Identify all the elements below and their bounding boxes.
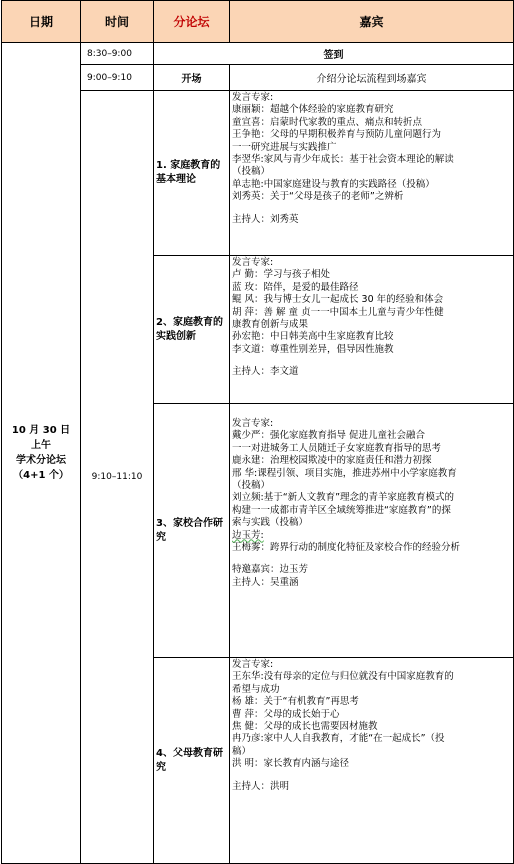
guest-line: 卢 勤：学习与孩子相处	[232, 269, 331, 281]
guest-line: 童宣喜：启蒙时代家教的重点、痛点和转折点	[232, 116, 423, 128]
date-session: 学术分论坛	[16, 455, 66, 466]
guest-line: 稿）	[232, 745, 252, 757]
guest-line: 冉乃彦:家中人人自我教育，才能“在一起成长”（投	[232, 733, 445, 745]
opening-content: 介绍分论坛流程到场嘉宾	[230, 65, 514, 91]
date-period: 上午	[31, 440, 51, 451]
guest-line: 发言专家:	[232, 418, 274, 429]
guest-line: 杨 雄：关于“有机教育”再思考	[232, 696, 359, 708]
date-line: 10 月 30 日	[11, 425, 71, 436]
guest-line: 康教育创新与成果	[232, 319, 309, 331]
signin-time: 8:30–9:00	[81, 43, 154, 65]
guest-line: 孙宏艳：中日韩美高中生家庭教育比较	[232, 331, 394, 343]
moderator: 主持人：洪明	[232, 780, 290, 792]
guest-line: 蓝 玫：陪伴，是爱的最佳路径	[232, 281, 359, 293]
guest-line: 焦 健：父母的成长也需要因材施教	[232, 721, 378, 733]
header-forum: 分论坛	[154, 1, 230, 43]
guest-line: （投稿）	[232, 480, 271, 492]
guest-line: 发言专家:	[232, 257, 274, 268]
guest-line: 洪 明：家长教育内涵与途径	[232, 758, 350, 770]
forum-title: 2、家庭教育的实践创新	[154, 256, 230, 404]
guest-line: 刘立频:基于“新人文教育”理念的青羊家庭教育模式的	[232, 492, 455, 504]
forum-guests	[230, 658, 514, 864]
guest-line: 发言专家:	[232, 659, 274, 670]
guest-line: 李翌华:家风与青少年成长：基于社会资本理论的解读	[232, 154, 454, 166]
header-time: 时间	[81, 1, 154, 43]
forum-title: 4、父母教育研究	[154, 658, 230, 864]
opening-label: 开场	[154, 65, 230, 91]
guest-line: 边玉芳:	[232, 529, 264, 541]
guest-line-spacer	[232, 554, 512, 564]
schedule-table	[1, 0, 514, 864]
guest-line: 曹 萍：父母的成长始于心	[232, 708, 340, 720]
signin-label: 签到	[154, 43, 514, 65]
special-guest: 特邀嘉宾：边玉芳	[232, 564, 309, 576]
guest-line: 王梅雾：跨界行动的制度化特征及家校合作的经验分析	[232, 542, 461, 554]
guest-line: （投稿）	[232, 166, 271, 178]
guest-line: 单志艳:中国家庭建设与教育的实践路径（投稿）	[232, 178, 435, 190]
guest-line: 构建一一成都市青羊区全域统筹推进“家庭教育”的探	[232, 504, 451, 516]
moderator: 主持人：李文道	[232, 366, 299, 378]
guest-line: 王争艳：父母的早期积极养育与预防儿童问题行为	[232, 129, 442, 141]
guest-line: 邢 华:课程引领、项目实施，推进苏州中小学家庭教育	[232, 467, 457, 479]
guest-line: 李文道：尊重性别差异，倡导因性施教	[232, 343, 394, 355]
guest-line: 一一研究进展与实践推广	[232, 141, 337, 153]
guest-line: 戴少严：强化家庭教育指导 促进儿童社会融合	[232, 430, 426, 442]
date-cell	[2, 43, 81, 864]
guest-line: 鲲 风：我与博士女儿一起成长 30 年的经验和体会	[232, 294, 444, 306]
forums-time: 9:10–11:10	[81, 91, 154, 864]
header-guests: 嘉宾	[230, 1, 514, 43]
signin-row	[2, 43, 514, 65]
forum-guests	[230, 91, 514, 256]
header-row	[2, 1, 514, 43]
forum-title: 1. 家庭教育的基本理论	[154, 91, 230, 256]
forum-title: 3、家校合作研究	[154, 404, 230, 658]
guest-line: 一一对进城务工人员随迁子女家庭教育指导的思考	[232, 442, 442, 454]
guest-line: 发言专家:	[232, 92, 274, 103]
guest-line: 王东华:没有母亲的定位与归位就没有中国家庭教育的	[232, 671, 454, 683]
opening-time: 9:00–9:10	[81, 65, 154, 91]
guest-line-spacer	[232, 204, 512, 214]
forum-guests	[230, 404, 514, 658]
header-date: 日期	[2, 1, 81, 43]
moderator: 主持人：刘秀英	[232, 213, 299, 225]
date-count: （4+1 个）	[13, 470, 69, 481]
moderator: 主持人：吴重涵	[232, 576, 299, 588]
guest-line-spacer	[232, 771, 512, 781]
guest-line: 康丽颖：超越个体经验的家庭教育研究	[232, 104, 394, 116]
guest-line: 索与实践（投稿）	[232, 517, 309, 529]
guest-line: 刘秀英：关于“父母是孩子的老师”之辨析	[232, 191, 404, 203]
guest-line: 胡 萍：善 解 童 贞一一中国本土儿童与青少年性健	[232, 306, 444, 318]
guest-line: 鹿永建：治理校园欺凌中的家庭责任和潜力初探	[232, 455, 432, 467]
guest-line: 希望与成功	[232, 683, 280, 695]
guest-line-spacer	[232, 356, 512, 366]
forum-guests	[230, 256, 514, 404]
